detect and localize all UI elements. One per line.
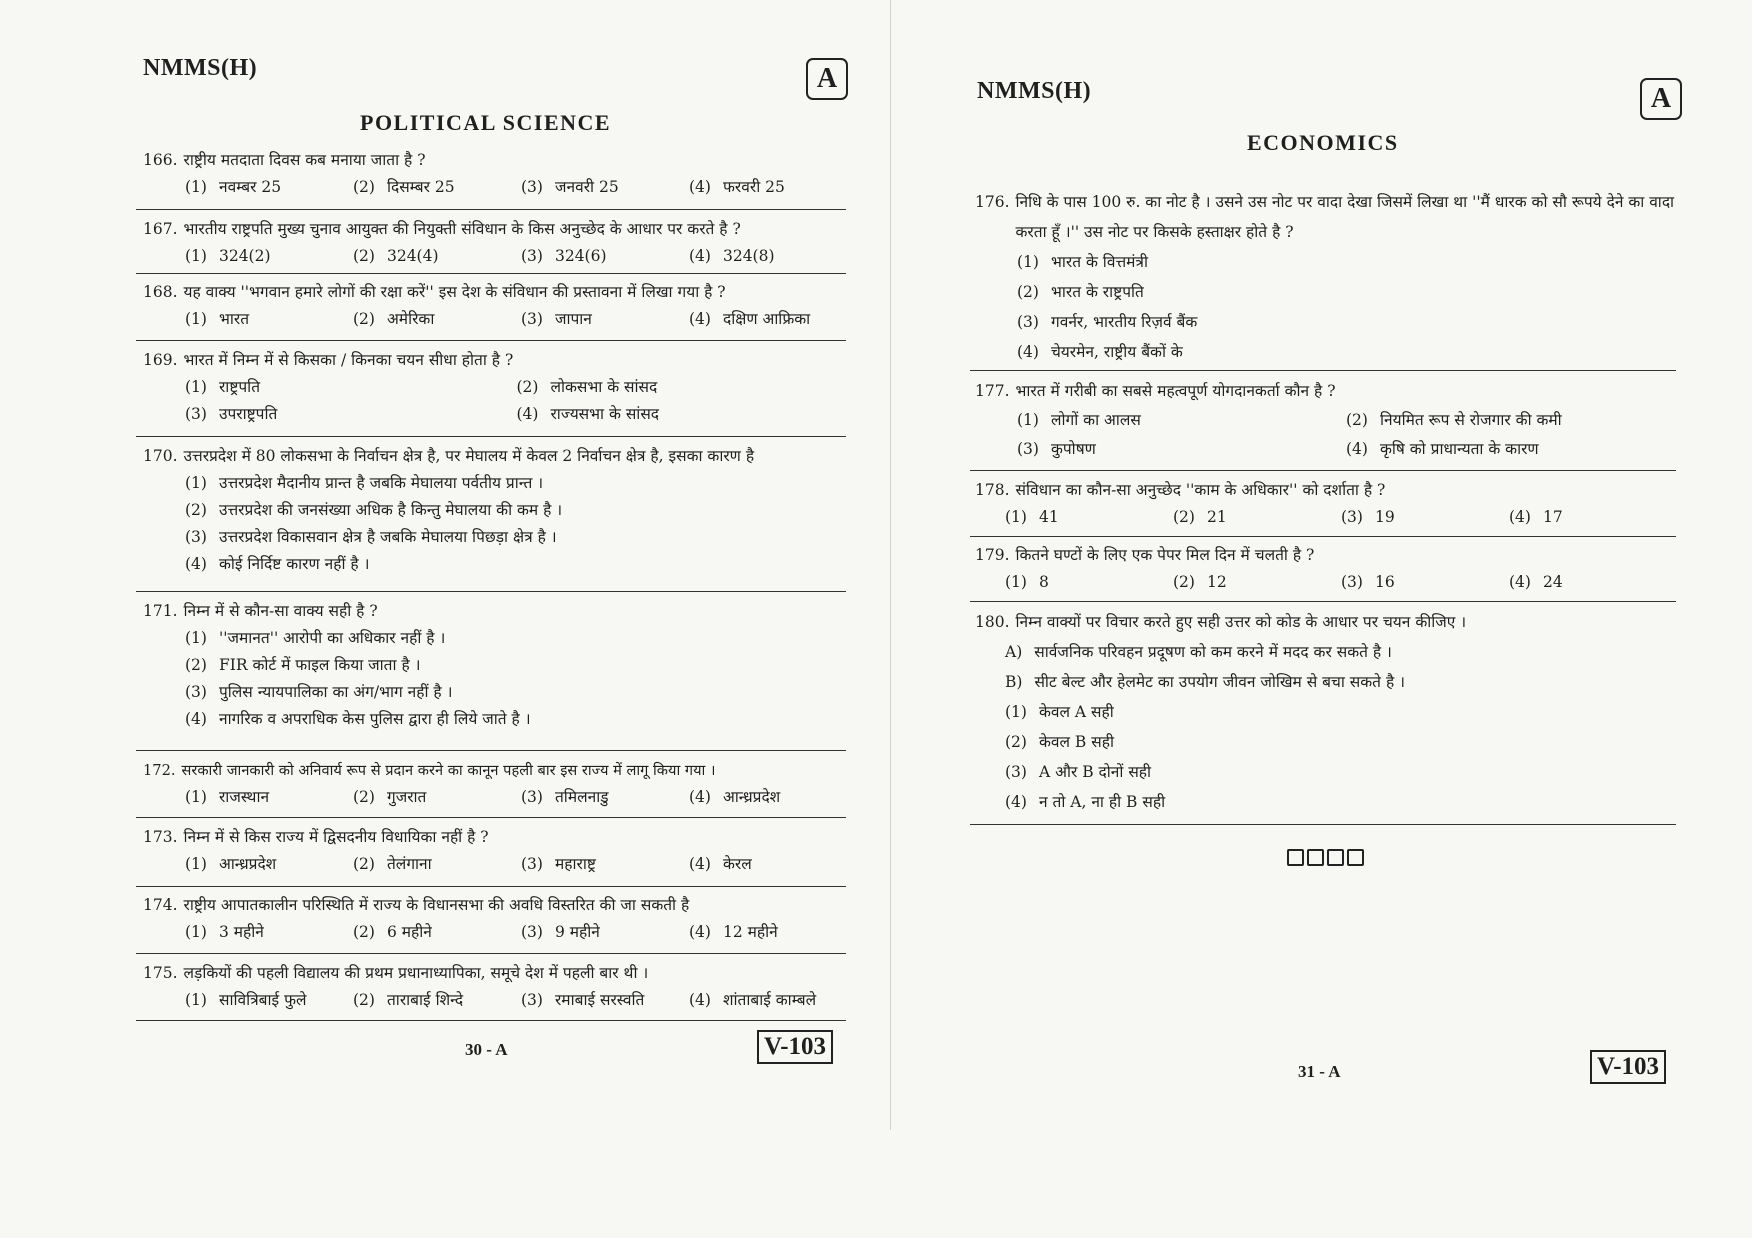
question-174 xyxy=(143,892,848,946)
question-number: 166. xyxy=(143,151,178,169)
right-page xyxy=(892,0,1752,1130)
question-number: 176. xyxy=(975,193,1010,211)
exam-header: NMMS(H) xyxy=(977,78,1092,104)
option-2: (2) उत्तरप्रदेश की जनसंख्या अधिक है किन्तु मेघालया की कम है । xyxy=(185,501,563,519)
option-3: (3) गवर्नर, भारतीय रिज़र्व बैंक xyxy=(1017,313,1198,331)
question-text: राष्ट्रीय मतदाता दिवस कब मनाया जाता है ? xyxy=(183,151,426,169)
divider xyxy=(970,536,1676,537)
question-number: 168. xyxy=(143,283,178,301)
option-4: (4) आन्ध्रप्रदेश xyxy=(689,788,781,806)
option-4: (4) केरल xyxy=(689,855,752,873)
end-of-paper-mark xyxy=(1287,849,1364,866)
option-2: (2) 12 xyxy=(1173,573,1227,591)
question-text: संविधान का कौन-सा अनुच्छेद ''काम के अधिकार'' को दर्शाता है ? xyxy=(1015,481,1386,499)
set-code-box: A xyxy=(806,58,848,100)
option-4: (4) 324(8) xyxy=(689,247,775,265)
option-3: (3) उत्तरप्रदेश विकासवान क्षेत्र है जबकि मेघालया पिछड़ा क्षेत्र है । xyxy=(185,528,557,546)
option-1: (1) राष्ट्रपति xyxy=(185,378,261,396)
option-2: (2) दिसम्बर 25 xyxy=(353,178,455,196)
exam-header: NMMS(H) xyxy=(143,55,258,81)
question-178 xyxy=(975,477,1675,531)
question-number: 170. xyxy=(143,447,178,465)
option-3: (3) कुपोषण xyxy=(1017,440,1096,458)
option-4: (4) 17 xyxy=(1509,508,1563,526)
option-3: (3) उपराष्ट्रपति xyxy=(185,405,278,423)
option-4: (4) कोई निर्दिष्ट कारण नहीं है । xyxy=(185,555,370,573)
question-180 xyxy=(975,607,1675,817)
option-3: (3) A और B दोनों सही xyxy=(1005,763,1152,781)
option-3: (3) 324(6) xyxy=(521,247,607,265)
question-168 xyxy=(143,279,848,333)
option-4: (4) 24 xyxy=(1509,573,1563,591)
booklet-code: V-103 xyxy=(757,1030,833,1064)
divider xyxy=(136,209,846,210)
option-1: (1) भारत के वित्तमंत्री xyxy=(1017,253,1148,271)
statement-a: A) सार्वजनिक परिवहन प्रदूषण को कम करने में मदद कर सकते है । xyxy=(1005,643,1392,661)
question-number: 169. xyxy=(143,351,178,369)
option-2: (2) 6 महीने xyxy=(353,923,432,941)
subject-title: POLITICAL SCIENCE xyxy=(360,110,612,135)
divider xyxy=(136,436,846,437)
question-text: लड़कियों की पहली विद्यालय की प्रथम प्रधानाध्यापिका, समूचे देश में पहली बार थी । xyxy=(183,964,649,982)
page-number: 30 - A xyxy=(465,1040,508,1059)
option-1: (1) 8 xyxy=(1005,573,1049,591)
option-2: (2) केवल B सही xyxy=(1005,733,1114,751)
option-4: (4) कृषि को प्राधान्यता के कारण xyxy=(1346,440,1539,458)
option-4: (4) चेयरमेन, राष्ट्रीय बैंकों के xyxy=(1017,343,1183,361)
left-page xyxy=(0,0,891,1130)
question-text: उत्तरप्रदेश में 80 लोकसभा के निर्वाचन क्षेत्र है, पर मेघालय में केवल 2 निर्वाचन क्षेत्र है, इसका कारण है xyxy=(183,447,755,465)
question-179 xyxy=(975,542,1675,596)
option-1: (1) 3 महीने xyxy=(185,923,264,941)
option-2: (2) 21 xyxy=(1173,508,1227,526)
question-173 xyxy=(143,824,848,878)
option-1: (1) केवल A सही xyxy=(1005,703,1114,721)
divider xyxy=(136,340,846,341)
question-text: कितने घण्टों के लिए एक पेपर मिल दिन में चलती है ? xyxy=(1015,546,1315,564)
question-175 xyxy=(143,960,848,1014)
divider xyxy=(970,470,1676,471)
option-4: (4) दक्षिण आफ्रिका xyxy=(689,310,811,328)
question-text: भारत में गरीबी का सबसे महत्वपूर्ण योगदानकर्ता कौन है ? xyxy=(1015,382,1336,400)
divider xyxy=(970,370,1676,371)
question-text: सरकारी जानकारी को अनिवार्य रूप से प्रदान करने का कानून पहली बार इस राज्य में लागू किया गया । xyxy=(181,762,716,779)
statement-b: B) सीट बेल्ट और हेलमेट का उपयोग जीवन जोखिम से बचा सकते है । xyxy=(1005,673,1405,691)
question-number: 173. xyxy=(143,828,178,846)
option-3: (3) तमिलनाडु xyxy=(521,788,609,806)
question-text: निम्न में से कौन-सा वाक्य सही है ? xyxy=(183,602,378,620)
option-1: (1) लोगों का आलस xyxy=(1017,411,1141,429)
option-2: (2) भारत के राष्ट्रपति xyxy=(1017,283,1144,301)
question-number: 172. xyxy=(143,762,176,779)
divider xyxy=(136,817,846,818)
question-text: निम्न में से किस राज्य में द्विसदनीय विधायिका नहीं है ? xyxy=(183,828,489,846)
question-text: निधि के पास 100 रु. का नोट है । उसने उस नोट पर वादा देखा जिसमें लिखा था ''मैं धारक को सौ रूपये देने का वादा करता हूँ ।'' उस नोट पर किसके हस्ताक्षर होते है ? xyxy=(1015,193,1675,241)
question-170 xyxy=(143,443,848,578)
option-3: (3) जापान xyxy=(521,310,592,328)
question-number: 180. xyxy=(975,613,1010,631)
option-3: (3) महाराष्ट्र xyxy=(521,855,596,873)
question-172 xyxy=(143,757,853,811)
option-4: (4) 12 महीने xyxy=(689,923,778,941)
option-4: (4) न तो A, ना ही B सही xyxy=(1005,793,1166,811)
option-2: (2) नियमित रूप से रोजगार की कमी xyxy=(1346,411,1562,429)
option-1: (1) 324(2) xyxy=(185,247,271,265)
option-1: (1) आन्ध्रप्रदेश xyxy=(185,855,277,873)
question-number: 175. xyxy=(143,964,178,982)
divider xyxy=(970,824,1676,825)
option-4: (4) शांताबाई काम्बले xyxy=(689,991,817,1009)
option-3: (3) 16 xyxy=(1341,573,1395,591)
question-text: राष्ट्रीय आपातकालीन परिस्थिति में राज्य के विधानसभा की अवधि विस्तरित की जा सकती है xyxy=(183,896,690,914)
question-number: 171. xyxy=(143,602,178,620)
option-1: (1) उत्तरप्रदेश मैदानीय प्रान्त है जबकि मेघालया पर्वतीय प्रान्त । xyxy=(185,474,544,492)
question-176 xyxy=(975,187,1675,367)
divider xyxy=(136,1020,846,1021)
option-2: (2) लोकसभा के सांसद xyxy=(516,378,658,396)
divider xyxy=(136,953,846,954)
option-2: (2) ताराबाई शिन्दे xyxy=(353,991,464,1009)
question-text: निम्न वाक्यों पर विचार करते हुए सही उत्तर को कोड के आधार पर चयन कीजिए । xyxy=(1015,613,1467,631)
divider xyxy=(970,601,1676,602)
option-2: (2) अमेरिका xyxy=(353,310,435,328)
option-1: (1) राजस्थान xyxy=(185,788,270,806)
option-2: (2) FIR कोर्ट में फाइल किया जाता है । xyxy=(185,656,421,674)
question-171 xyxy=(143,598,848,733)
question-177 xyxy=(975,377,1675,464)
option-4: (4) राज्यसभा के सांसद xyxy=(516,405,660,423)
question-number: 167. xyxy=(143,220,178,238)
option-2: (2) 324(4) xyxy=(353,247,439,265)
question-number: 177. xyxy=(975,382,1010,400)
question-text: यह वाक्य ''भगवान हमारे लोगों की रक्षा करें'' इस देश के संविधान की प्रस्तावना में लिखा गया है ? xyxy=(183,283,726,301)
question-text: भारत में निम्न में से किसका / किनका चयन सीधा होता है ? xyxy=(183,351,514,369)
question-number: 178. xyxy=(975,481,1010,499)
subject-title: ECONOMICS xyxy=(1247,130,1399,155)
option-3: (3) जनवरी 25 xyxy=(521,178,619,196)
option-3: (3) 19 xyxy=(1341,508,1395,526)
page-number: 31 - A xyxy=(1298,1062,1341,1081)
option-1: (1) 41 xyxy=(1005,508,1059,526)
question-text: भारतीय राष्ट्रपति मुख्य चुनाव आयुक्त की नियुक्ती संविधान के किस अनुच्छेद के आधार पर करते है ? xyxy=(183,220,741,238)
divider xyxy=(136,750,846,751)
booklet-code: V-103 xyxy=(1590,1050,1666,1084)
question-number: 179. xyxy=(975,546,1010,564)
option-3: (3) पुलिस न्यायपालिका का अंग/भाग नहीं है । xyxy=(185,683,453,701)
question-169 xyxy=(143,347,848,428)
option-2: (2) तेलंगाना xyxy=(353,855,432,873)
option-3: (3) रमाबाई सरस्वति xyxy=(521,991,645,1009)
divider xyxy=(136,273,846,274)
question-166 xyxy=(143,147,848,201)
option-4: (4) नागरिक व अपराधिक केस पुलिस द्वारा ही लिये जाते है । xyxy=(185,710,531,728)
option-4: (4) फरवरी 25 xyxy=(689,178,785,196)
option-3: (3) 9 महीने xyxy=(521,923,600,941)
divider xyxy=(136,591,846,592)
option-1: (1) नवम्बर 25 xyxy=(185,178,282,196)
option-1: (1) ''जमानत'' आरोपी का अधिकार नहीं है । xyxy=(185,629,446,647)
option-1: (1) सावित्रिबाई फुले xyxy=(185,991,307,1009)
set-code-box: A xyxy=(1640,78,1682,120)
divider xyxy=(136,886,846,887)
question-167 xyxy=(143,216,848,270)
option-1: (1) भारत xyxy=(185,310,250,328)
question-number: 174. xyxy=(143,896,178,914)
option-2: (2) गुजरात xyxy=(353,788,427,806)
